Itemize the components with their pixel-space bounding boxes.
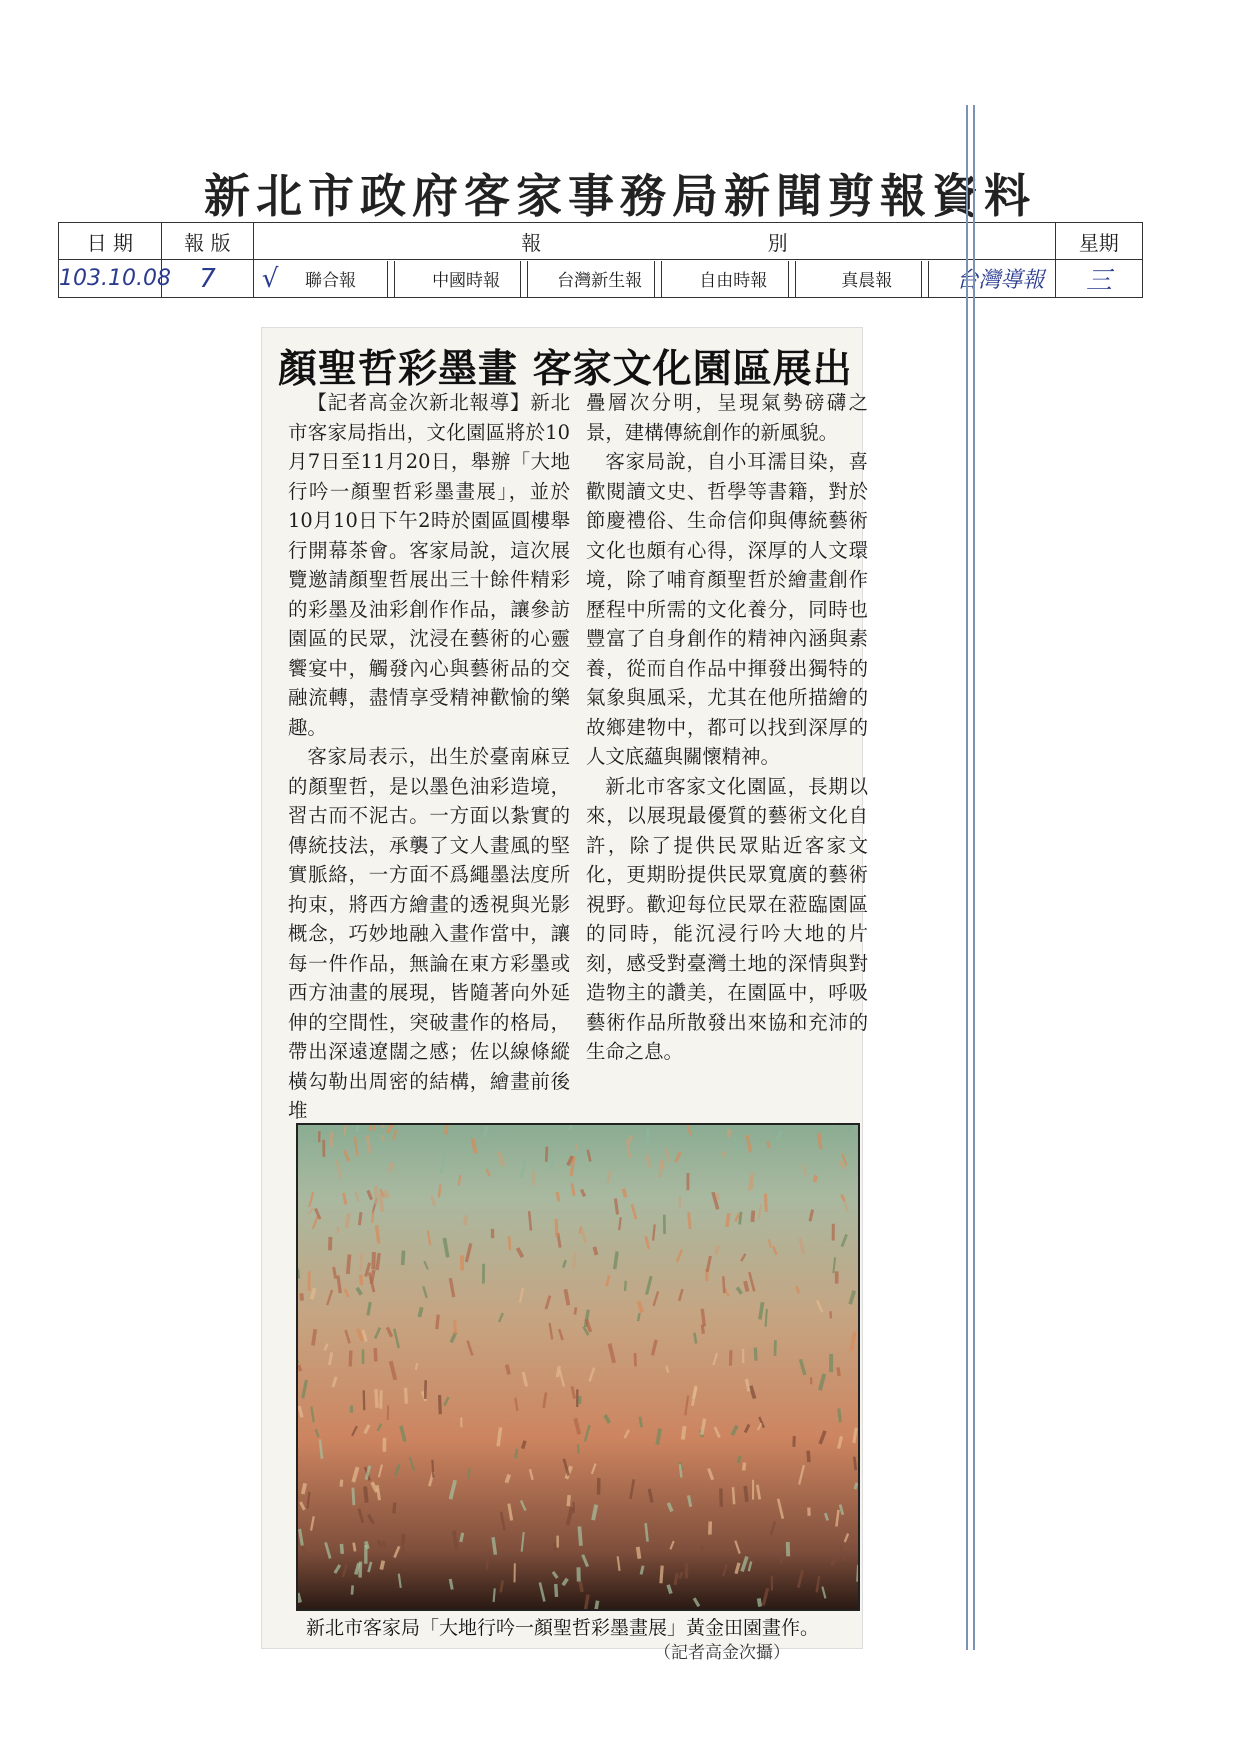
- paper-option: [655, 261, 789, 297]
- paper-options: [254, 261, 1054, 297]
- paper-option: [254, 261, 388, 297]
- article-column-left: [288, 388, 570, 1126]
- paper-name: 自由時報: [699, 271, 768, 291]
- painting-texture: [298, 1125, 860, 1611]
- article-paragraph: 【記者高金次新北報導】新北市客家局指出，文化園區將於10月7日至11月20日，舉辦「大地行吟一顏聖哲彩墨畫展」，並於10月10日下午2時於園區圓樓舉行開幕茶會。客家局說，這次展覽邀請顏聖哲展出三十餘件精彩的彩墨及油彩創作作品，讓參訪園區的民眾，沈浸在藝術的心靈饗宴中，觸發內心與藝術品的交融流轉，盡情享受精神歡愉的樂趣。: [288, 391, 570, 739]
- check-mark: √: [261, 263, 279, 294]
- paper-label-b: 別: [767, 230, 788, 255]
- painting-photo: [296, 1123, 860, 1611]
- page-header-title: 新北市政府客家事務局新聞剪報資料: [204, 169, 1036, 223]
- paper-option: [521, 261, 655, 297]
- clipping-meta-table: [58, 222, 1143, 298]
- date-label: 日 期: [59, 223, 162, 260]
- paper-name-handwritten: 台灣導報: [956, 268, 1045, 293]
- article-column-right: [586, 388, 868, 1067]
- edition-label: 報 版: [161, 223, 253, 260]
- photo-credit: （記者高金次攝）: [654, 1643, 790, 1663]
- vertical-rule: [966, 105, 975, 1650]
- paper-option: [388, 261, 522, 297]
- paper-name: 聯合報: [304, 271, 356, 291]
- paper-option: [922, 261, 1055, 297]
- article-headline: 顏聖哲彩墨畫 客家文化園區展出: [278, 347, 853, 392]
- checkbox: [795, 261, 819, 297]
- paper-name: 台灣新生報: [557, 271, 643, 291]
- article-paragraph: 新北市客家文化園區，長期以來，以展現最優質的藝術文化自許，除了提供民眾貼近客家文化，更期盼提供民眾寬廣的藝術視野。歡迎每位民眾在蒞臨園區的同時，能沉浸行吟大地的片刻，感受對臺灣土地的深情與對造物主的讚美，在園區中，呼吸藝術作品所散發出來協和充沛的生命之息。: [586, 774, 868, 1063]
- edition-value: 7: [161, 260, 253, 298]
- weekday-value: 三: [1055, 260, 1142, 298]
- checkbox: [661, 261, 685, 297]
- paper-name: 真晨報: [841, 271, 893, 291]
- checkbox: [527, 261, 551, 297]
- paper-name: 中國時報: [432, 271, 501, 291]
- photo-caption: 新北市客家局「大地行吟一顏聖哲彩墨畫展」黃金田園畫作。: [306, 1617, 820, 1639]
- news-clipping: [262, 328, 868, 1663]
- paper-label: [254, 223, 1055, 260]
- article-paragraph: 客家局表示，出生於臺南麻豆的顏聖哲，是以墨色油彩造境，習古而不泥古。一方面以紮實的傳統技法，承襲了文人畫風的堅實脈絡，一方面不爲繩墨法度所拘束，將西方繪畫的透視與光影概念，巧妙地融入畫作當中，讓每一件作品，無論在東方彩墨或西方油畫的展現，皆隨著向外延伸的空間性，突破畫作的格局，帶出深遠遼闊之感；佐以線條縱橫勾勒出周密的結構，繪畫前後堆: [288, 745, 570, 1122]
- date-value: 103.10.08: [59, 260, 162, 298]
- article-paragraph: 疊層次分明，呈現氣勢磅礴之景，建構傳統創作的新風貌。: [586, 391, 868, 444]
- article-paragraph: 客家局說，自小耳濡目染，喜歡閱讀文史、哲學等書籍，對於節慶禮俗、生命信仰與傳統藝術文化也頗有心得，深厚的人文環境，除了哺育顏聖哲於繪畫創作歷程中所需的文化養分，同時也豐富了自身創作的精神內涵與素養，從而自作品中揮發出獨特的氣象與風采，尤其在他所描繪的故鄉建物中，都可以找到深厚的人文底蘊與關懷精神。: [586, 450, 868, 768]
- weekday-label: 星期: [1055, 223, 1142, 260]
- paper-option: [789, 261, 923, 297]
- paper-label-a: 報: [521, 230, 542, 255]
- checkbox: [394, 261, 418, 297]
- checkbox: [928, 261, 952, 297]
